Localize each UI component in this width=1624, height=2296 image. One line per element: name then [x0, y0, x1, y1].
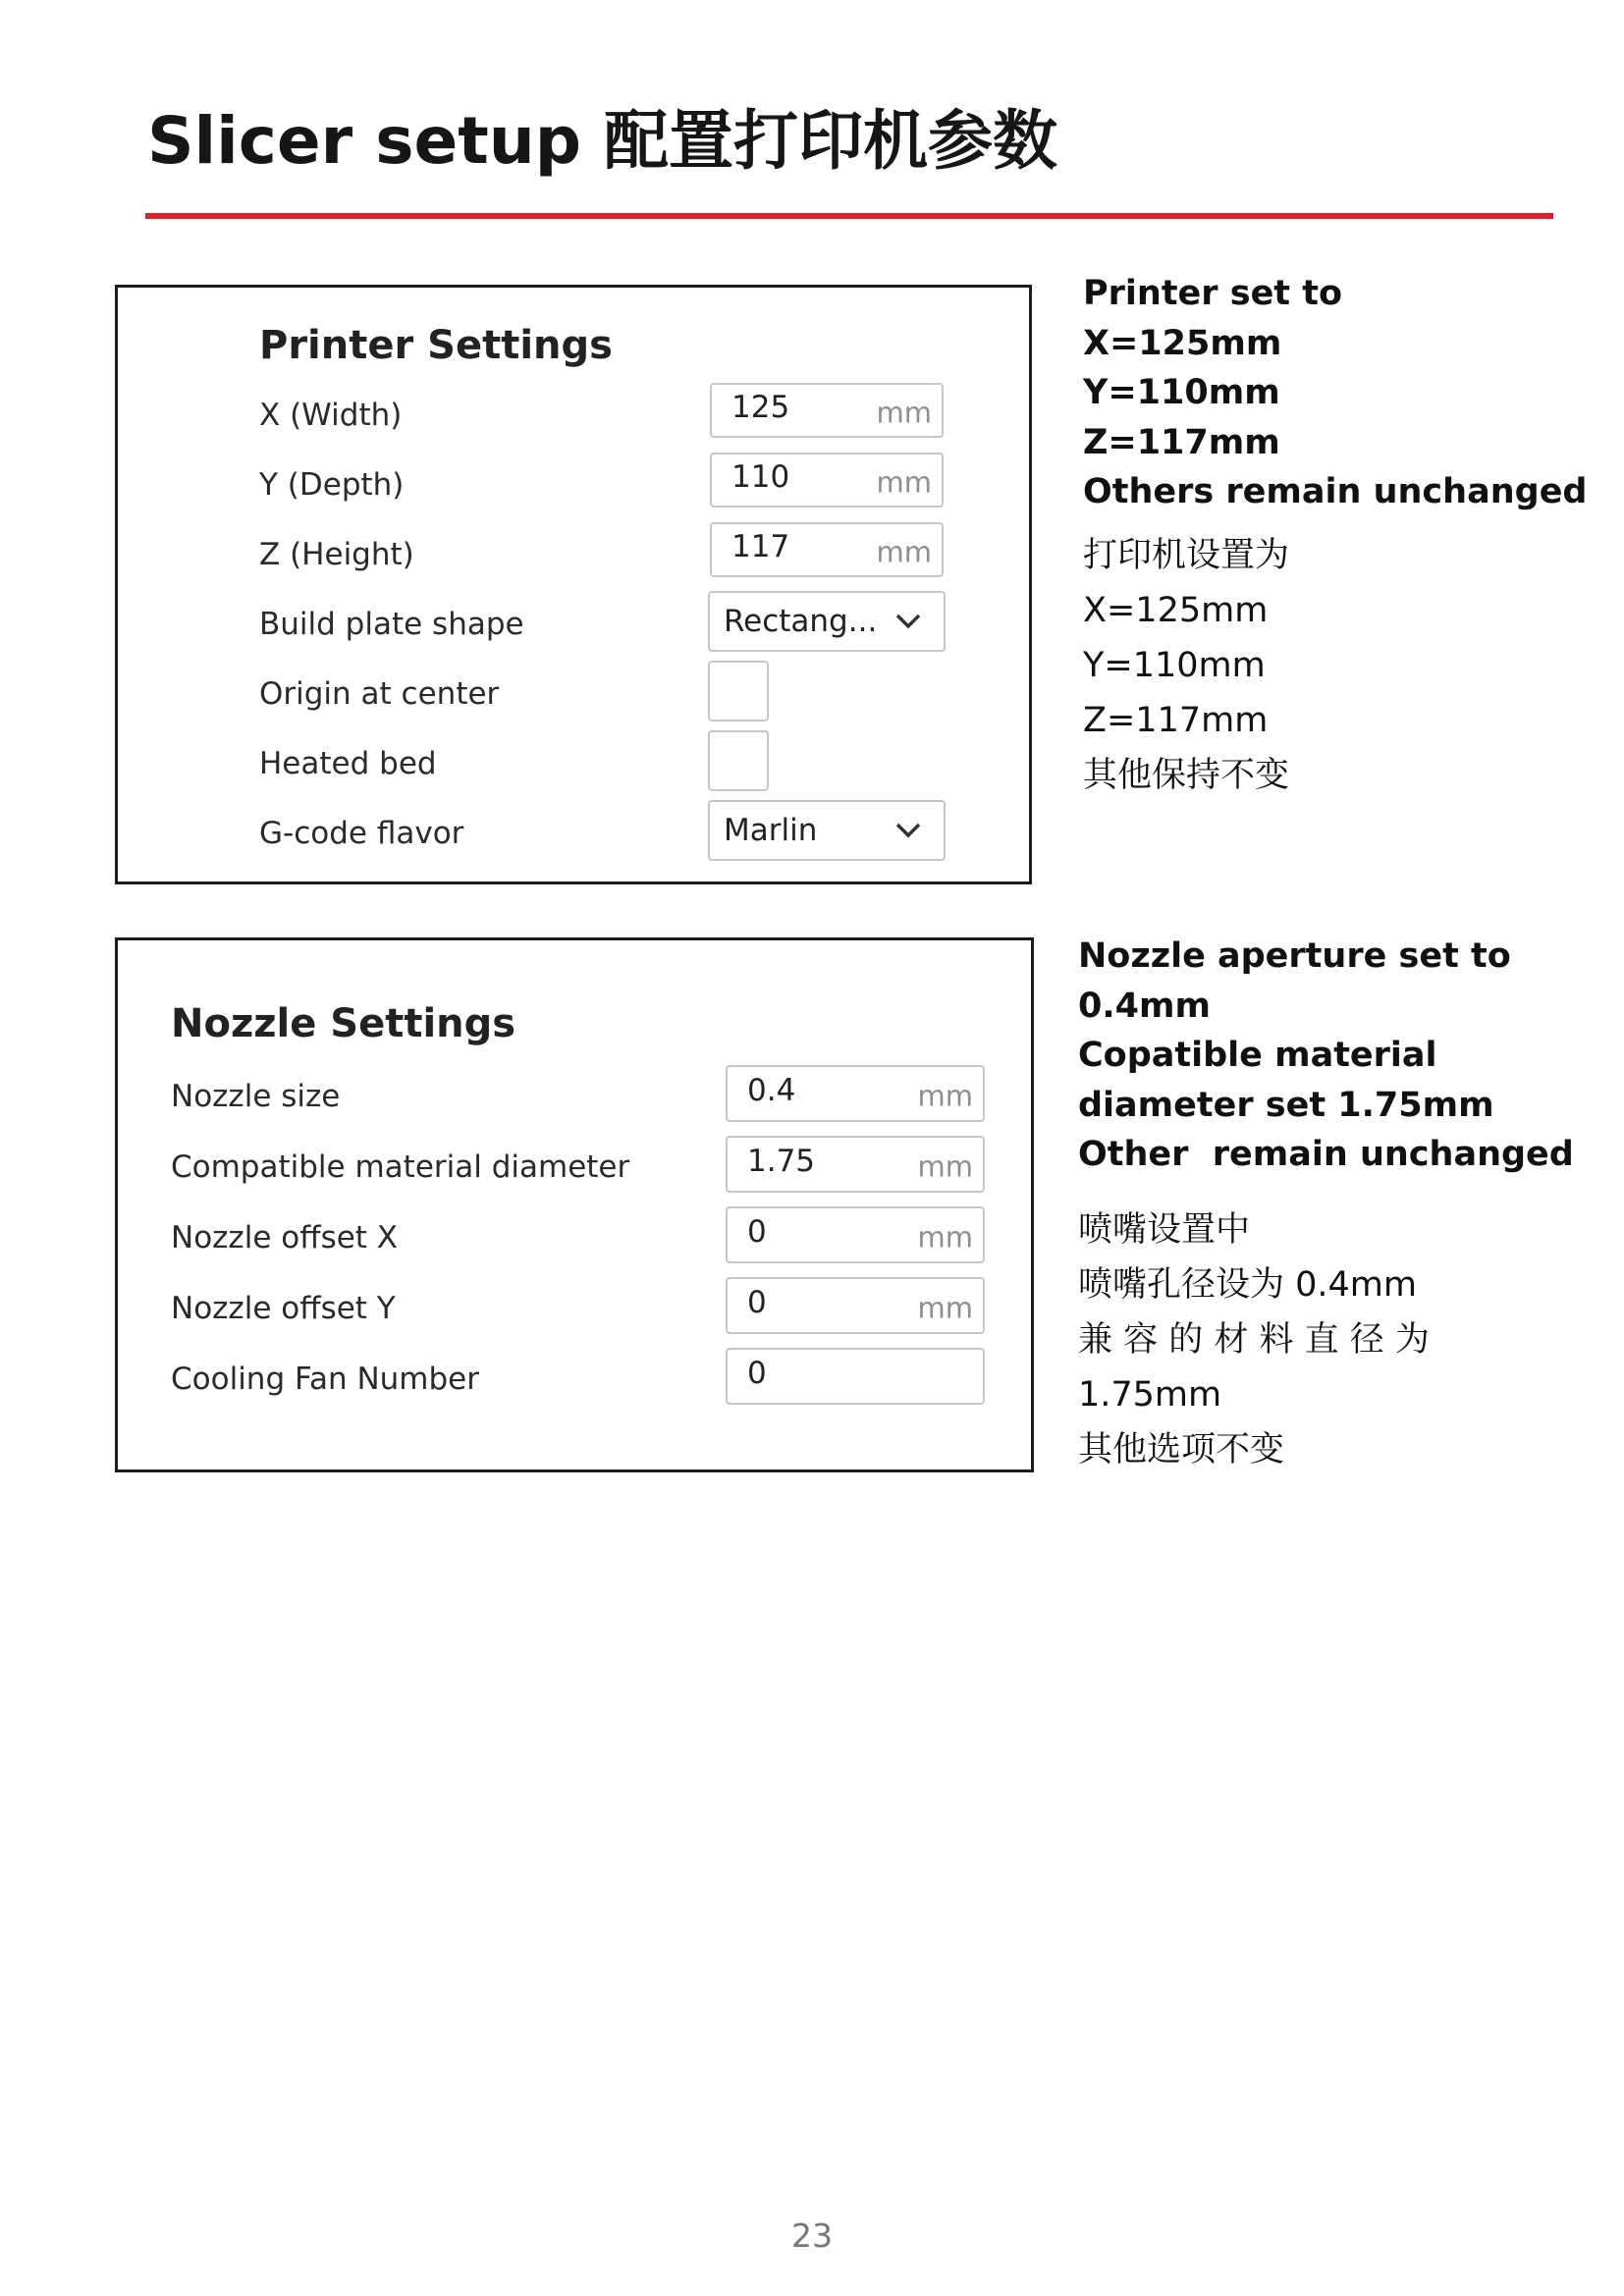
origin-at-center-label: Origin at center	[259, 676, 500, 712]
x-width-label: X (Width)	[259, 398, 403, 433]
material-diameter-unit: mm	[917, 1149, 973, 1184]
gcode-flavor-value: Marlin	[724, 813, 818, 848]
heated-bed-checkbox[interactable]	[708, 730, 769, 791]
note-line: 喷嘴孔径设为 0.4mm	[1078, 1265, 1417, 1305]
heated-bed-label: Heated bed	[259, 746, 437, 781]
nozzle-settings-heading: Nozzle Settings	[171, 1001, 516, 1046]
nozzle-offset-y-value: 0	[747, 1285, 767, 1321]
note-line: 兼 容 的 材 料 直 径 为	[1078, 1320, 1430, 1360]
printer-notes-english	[1083, 269, 1587, 517]
y-depth-input[interactable]	[710, 453, 944, 507]
page-title: Slicer setup 配置打印机参数	[147, 103, 1057, 179]
material-diameter-value: 1.75	[747, 1144, 816, 1180]
y-depth-label: Y (Depth)	[259, 467, 405, 503]
note-line: Y=110mm	[1083, 646, 1266, 685]
x-width-unit: mm	[876, 396, 932, 430]
note-line: Z=117mm	[1083, 701, 1269, 740]
y-depth-unit: mm	[876, 465, 932, 500]
note-line: 其他选项不变	[1078, 1430, 1285, 1469]
note-line: Z=117mm	[1083, 422, 1280, 462]
note-line: 0.4mm	[1078, 986, 1211, 1026]
nozzle-settings-panel	[115, 937, 1034, 1472]
printer-settings-heading: Printer Settings	[259, 323, 613, 368]
note-line: 打印机设置为	[1083, 536, 1290, 575]
x-width-value: 125	[731, 390, 790, 426]
note-line: Other remain unchanged	[1078, 1135, 1574, 1174]
nozzle-size-label: Nozzle size	[171, 1079, 341, 1114]
cooling-fan-number-value: 0	[747, 1356, 767, 1392]
note-line: Y=110mm	[1083, 373, 1280, 412]
nozzle-offset-y-unit: mm	[917, 1291, 973, 1325]
material-diameter-input[interactable]	[726, 1136, 985, 1193]
z-height-value: 117	[731, 529, 790, 565]
origin-at-center-checkbox[interactable]	[708, 661, 769, 721]
note-line: Copatible material	[1078, 1036, 1437, 1075]
chevron-down-icon	[894, 822, 922, 839]
gcode-flavor-select[interactable]	[708, 800, 946, 861]
note-line: 喷嘴设置中	[1078, 1210, 1251, 1250]
printer-settings-panel	[115, 285, 1032, 884]
title-divider	[145, 213, 1553, 219]
nozzle-notes-english	[1078, 932, 1574, 1180]
chevron-down-icon	[894, 613, 922, 630]
nozzle-offset-x-unit: mm	[917, 1220, 973, 1255]
note-line: X=125mm	[1083, 323, 1282, 363]
z-height-label: Z (Height)	[259, 537, 414, 572]
note-line: 其他保持不变	[1083, 756, 1290, 795]
note-line: X=125mm	[1083, 591, 1269, 630]
y-depth-value: 110	[731, 459, 790, 496]
nozzle-size-value: 0.4	[747, 1073, 796, 1109]
page-number: 23	[791, 2216, 833, 2255]
nozzle-offset-x-input[interactable]	[726, 1206, 985, 1263]
note-line: Others remain unchanged	[1083, 472, 1588, 511]
build-plate-shape-select[interactable]	[708, 591, 946, 652]
z-height-unit: mm	[876, 535, 932, 569]
nozzle-size-input[interactable]	[726, 1065, 985, 1122]
note-line: diameter set 1.75mm	[1078, 1085, 1494, 1125]
nozzle-notes-chinese	[1078, 1202, 1430, 1477]
note-line: Nozzle aperture set to	[1078, 936, 1511, 976]
nozzle-offset-y-input[interactable]	[726, 1277, 985, 1334]
note-line: Printer set to	[1083, 274, 1343, 313]
z-height-input[interactable]	[710, 522, 944, 577]
material-diameter-label: Compatible material diameter	[171, 1149, 630, 1185]
cooling-fan-number-label: Cooling Fan Number	[171, 1362, 479, 1397]
gcode-flavor-label: G-code flavor	[259, 816, 464, 851]
nozzle-offset-x-value: 0	[747, 1214, 767, 1251]
x-width-input[interactable]	[710, 383, 944, 438]
note-line: 1.75mm	[1078, 1375, 1222, 1415]
printer-notes-chinese	[1083, 528, 1289, 803]
build-plate-shape-label: Build plate shape	[259, 607, 524, 642]
nozzle-offset-x-label: Nozzle offset X	[171, 1220, 399, 1255]
cooling-fan-number-input[interactable]	[726, 1348, 985, 1405]
nozzle-offset-y-label: Nozzle offset Y	[171, 1291, 396, 1326]
nozzle-size-unit: mm	[917, 1079, 973, 1113]
build-plate-shape-value: Rectang...	[724, 604, 878, 639]
